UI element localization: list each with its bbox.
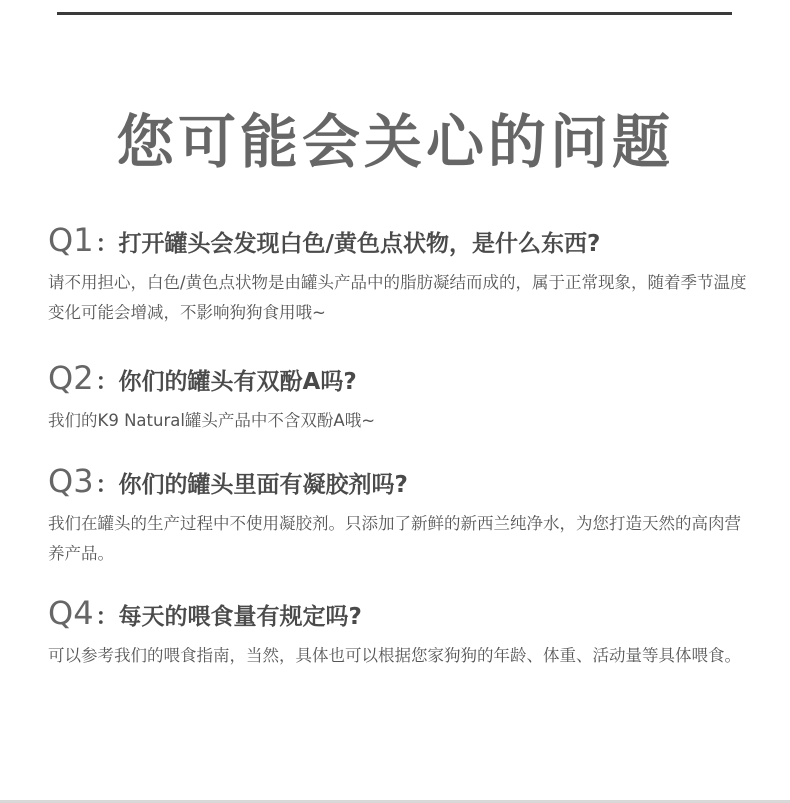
question-line [48,593,748,633]
answer-text: 我们在罐头的生产过程中不使用凝胶剂。只添加了新鲜的新西兰纯净水，为您打造天然的高肉营养产品。 [48,514,741,563]
faq-item-4 [48,593,748,671]
faq-item-2 [48,358,748,436]
question-text: ：打开罐头会发现白色/黄色点状物，是什么东西? [95,231,601,257]
question-text: ：你们的罐头里面有凝胶剂吗? [95,472,408,498]
question-line [48,461,748,501]
page-title: 您可能会关心的问题 [115,108,674,176]
answer-text: 请不用担心，白色/黄色点状物是由罐头产品中的脂肪凝结而成的，属于正常现象，随着季节温度变化可能会增减，不影响狗狗食用哦~ [48,273,747,322]
question-number: Q3 [48,462,94,500]
question-number: Q4 [48,594,94,632]
answer-text: 可以参考我们的喂食指南，当然，具体也可以根据您家狗狗的年龄、体重、活动量等具体喂食。 [48,646,741,665]
faq-item-3 [48,461,748,569]
top-divider [57,12,732,15]
question-text: ：你们的罐头有双酚A吗? [95,369,357,395]
question-number: Q1 [48,221,94,259]
question-line [48,220,748,260]
question-text: ：每天的喂食量有规定吗? [95,604,362,630]
faq-item-1 [48,220,748,328]
answer-text: 我们的K9 Natural罐头产品中不含双酚A哦~ [48,411,376,430]
question-line [48,358,748,398]
question-number: Q2 [48,359,94,397]
